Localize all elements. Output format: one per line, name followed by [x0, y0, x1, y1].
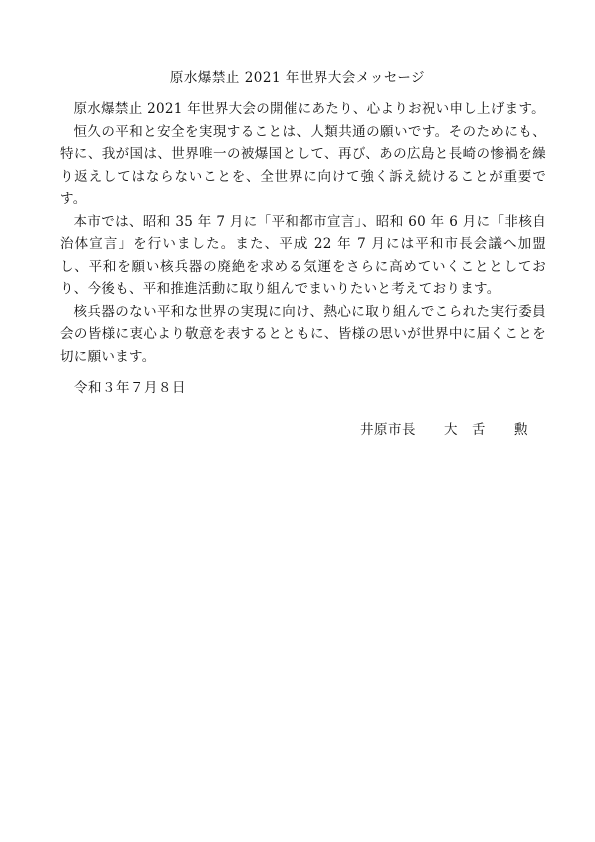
paragraph-2: 恒久の平和と安全を実現することは、人類共通の願いです。そのためにも、特に、我が国は、世界唯一の被爆国として、再び、あの広島と長崎の惨禍を繰り返えしてはならないことを、全世界に向けて強く訴え続けることが重要です。 — [60, 123, 546, 207]
paragraph-4: 核兵器のない平和な世界の実現に向け、熱心に取り組んでこられた実行委員会の皆様に衷心より敬意を表するとともに、皆様の思いが世界中に届くことを切に願います。 — [60, 303, 546, 365]
document-date: 令和３年７月８日 — [74, 380, 186, 396]
document-body — [60, 98, 546, 368]
signature: 井原市長 大 舌 勲 — [360, 422, 528, 438]
paragraph-1: 原水爆禁止 2021 年世界大会の開催にあたり、心よりお祝い申し上げます。 — [73, 101, 545, 117]
paragraph-3: 本市では、昭和 35 年 7 月に「平和都市宣言」、昭和 60 年 6 月に「非核自治体宣言」を行いました。また、平成 22 年 7 月には平和市長会議へ加盟し、平和を願い核兵器の廃絶を求める気運をさらに高めていくこととしており、今後も、平和推進活動に取り組んでまいりたいと考えております。 — [60, 213, 546, 297]
document-title: 原水爆禁止 2021 年世界大会メッセージ — [169, 70, 426, 86]
